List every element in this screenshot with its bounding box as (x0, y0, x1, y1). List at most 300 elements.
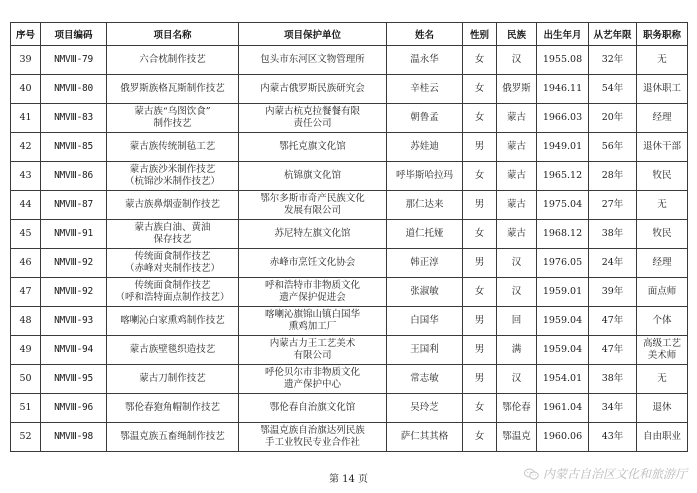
cell-years-text: 43年 (601, 431, 624, 442)
cell-birth-date-text: 1960.06 (542, 431, 583, 442)
cell-gender-text: 男 (474, 373, 485, 384)
cell-code (41, 220, 107, 249)
cell-ethnicity-text: 满 (511, 344, 522, 355)
cell-person-name-text: 萨仁其其格 (400, 431, 449, 442)
watermark-text: 内蒙古自治区文化和旅游厅 (542, 467, 687, 481)
cell-years-text: 54年 (601, 83, 624, 94)
header-ethnicity: 民族 (497, 23, 537, 46)
cell-birth-date-text: 1954.01 (542, 373, 583, 384)
header-person: 姓名 (387, 23, 463, 46)
cell-no-text: 39 (19, 54, 32, 65)
cell-no-text: 42 (19, 141, 32, 152)
cell-project-name (107, 75, 239, 104)
cell-no-text: 44 (19, 199, 32, 210)
cell-no (11, 191, 41, 220)
cell-ethnicity-text: 汉 (511, 257, 522, 268)
cell-no (11, 220, 41, 249)
cell-project-name-text: 六合枕制作技艺 (139, 54, 206, 65)
cell-job-title-text: 无 (657, 199, 667, 210)
cell-project-name-text: 俄罗斯族格瓦斯制作技艺 (120, 83, 225, 94)
cell-no-text: 41 (19, 112, 32, 123)
cell-years (589, 307, 637, 336)
cell-job-title (637, 365, 688, 394)
cell-job-title (637, 104, 688, 133)
cell-job-title-text: 面点师 (647, 286, 677, 297)
cell-ethnicity (497, 104, 537, 133)
cell-code (41, 423, 107, 452)
cell-years (589, 365, 637, 394)
cell-years (589, 191, 637, 220)
cell-project-name-text: 蒙古族传统制毡工艺 (129, 141, 216, 152)
cell-birth-date (537, 220, 589, 249)
cell-birth-date (537, 394, 589, 423)
cell-ethnicity-text: 蒙古 (506, 228, 526, 239)
cell-person-name (387, 336, 463, 365)
cell-project-name (107, 191, 239, 220)
cell-protection-unit (239, 220, 387, 249)
header-name: 项目名称 (107, 23, 239, 46)
cell-gender (463, 75, 497, 104)
cell-ethnicity (497, 394, 537, 423)
cell-years (589, 220, 637, 249)
cell-ethnicity (497, 133, 537, 162)
table-row (11, 75, 688, 104)
cell-years-text: 47年 (601, 315, 624, 326)
cell-ethnicity (497, 220, 537, 249)
cell-person-name-text: 那仁达来 (405, 199, 444, 210)
table-row (11, 307, 688, 336)
cell-gender (463, 104, 497, 133)
table-header-row (11, 23, 688, 46)
cell-years (589, 75, 637, 104)
cell-code (41, 249, 107, 278)
cell-code-text: NMVⅢ-86 (54, 170, 93, 181)
cell-birth-date (537, 191, 589, 220)
table-row (11, 249, 688, 278)
header-birth: 出生年月 (537, 23, 589, 46)
cell-ethnicity (497, 249, 537, 278)
cell-birth-date (537, 75, 589, 104)
cell-no-text: 49 (19, 344, 32, 355)
cell-protection-unit-text: 喀喇沁旗锦山镇白国华 熏鸡加工厂 (264, 309, 360, 332)
cell-birth-date-text: 1959.04 (542, 315, 583, 326)
cell-project-name-text: 鄂温克族五畜绳制作技艺 (120, 431, 225, 442)
cell-code (41, 162, 107, 191)
cell-project-name-text: 蒙古族沙米制作技艺 （杭锦沙米制作技艺） (124, 164, 220, 187)
cell-gender-text: 男 (474, 199, 485, 210)
cell-person-name-text: 温永华 (410, 54, 439, 65)
cell-person-name (387, 104, 463, 133)
cell-gender (463, 220, 497, 249)
cell-years-text: 47年 (601, 344, 624, 355)
cell-no (11, 75, 41, 104)
table-row (11, 220, 688, 249)
cell-years (589, 133, 637, 162)
cell-protection-unit-text: 内蒙古杭克拉餐餐有限 责任公司 (264, 106, 360, 129)
cell-protection-unit-text: 鄂尔多斯市奇产民族文化 发展有限公司 (260, 193, 365, 216)
cell-job-title (637, 133, 688, 162)
cell-person-name (387, 75, 463, 104)
cell-protection-unit-text: 内蒙古力王工艺美术 有限公司 (269, 338, 356, 361)
cell-code (41, 307, 107, 336)
cell-job-title-text: 无 (657, 373, 667, 384)
cell-ethnicity (497, 191, 537, 220)
cell-gender (463, 365, 497, 394)
cell-years (589, 46, 637, 75)
table-row (11, 365, 688, 394)
cell-job-title (637, 191, 688, 220)
cell-code-text: NMVⅢ-92 (54, 286, 93, 297)
cell-gender-text: 女 (474, 431, 485, 442)
cell-gender (463, 162, 497, 191)
cell-ethnicity-text: 蒙古 (506, 170, 526, 181)
cell-no-text: 40 (19, 83, 32, 94)
cell-person-name-text: 朝鲁孟 (410, 112, 439, 123)
cell-person-name-text: 吴玲芝 (410, 402, 439, 413)
cell-job-title-text: 经理 (652, 112, 672, 123)
cell-no-text: 45 (19, 228, 32, 239)
cell-birth-date-text: 1975.04 (542, 199, 583, 210)
cell-gender-text: 男 (474, 141, 485, 152)
cell-ethnicity-text: 回 (511, 315, 522, 326)
cell-ethnicity (497, 162, 537, 191)
cell-gender (463, 423, 497, 452)
cell-project-name-text: 蒙古族白油、黄油 保存技艺 (134, 222, 211, 245)
cell-ethnicity (497, 75, 537, 104)
cell-job-title-text: 退休职工 (642, 83, 681, 94)
cell-gender (463, 133, 497, 162)
cell-project-name-text: 传统面食制作技艺 （呼和浩特面点制作技艺） (115, 280, 230, 303)
cell-ethnicity-text: 蒙古 (506, 112, 526, 123)
cell-birth-date (537, 336, 589, 365)
cell-years-text: 28年 (601, 170, 624, 181)
cell-gender (463, 191, 497, 220)
header-code: 项目编码 (41, 23, 107, 46)
cell-ethnicity (497, 307, 537, 336)
cell-years-text: 32年 (601, 54, 624, 65)
cell-job-title (637, 278, 688, 307)
cell-person-name-text: 苏娃迪 (410, 141, 439, 152)
cell-no-text: 50 (19, 373, 32, 384)
cell-gender-text: 女 (474, 402, 485, 413)
cell-gender-text: 男 (474, 315, 485, 326)
cell-protection-unit (239, 278, 387, 307)
cell-code (41, 75, 107, 104)
cell-job-title (637, 75, 688, 104)
cell-gender-text: 女 (474, 170, 485, 181)
cell-protection-unit (239, 191, 387, 220)
cell-protection-unit (239, 46, 387, 75)
cell-years (589, 336, 637, 365)
cell-no-text: 51 (19, 402, 32, 413)
cell-person-name (387, 307, 463, 336)
cell-gender-text: 女 (474, 112, 485, 123)
table-row (11, 423, 688, 452)
cell-code-text: NMVⅢ-79 (54, 54, 93, 65)
header-years: 从艺年限 (589, 23, 637, 46)
cell-birth-date (537, 278, 589, 307)
cell-ethnicity (497, 278, 537, 307)
cell-person-name (387, 249, 463, 278)
cell-code-text: NMVⅢ-85 (54, 141, 93, 152)
cell-gender-text: 女 (474, 54, 485, 65)
cell-protection-unit (239, 394, 387, 423)
cell-ethnicity (497, 365, 537, 394)
cell-job-title-text: 个体 (652, 315, 672, 326)
cell-person-name-text: 道仁托娅 (405, 228, 444, 239)
cell-code-text: NMVⅢ-98 (54, 431, 93, 442)
cell-no (11, 46, 41, 75)
cell-gender (463, 336, 497, 365)
cell-no-text: 43 (19, 170, 32, 181)
cell-job-title-text: 经理 (652, 257, 672, 268)
cell-project-name (107, 365, 239, 394)
cell-job-title (637, 162, 688, 191)
cell-birth-date-text: 1976.05 (542, 257, 583, 268)
cell-no (11, 249, 41, 278)
cell-birth-date-text: 1965.12 (542, 170, 583, 181)
cell-no-text: 52 (19, 431, 32, 442)
cell-person-name (387, 133, 463, 162)
cell-no (11, 336, 41, 365)
cell-gender (463, 394, 497, 423)
cell-job-title-text: 高级工艺 美术师 (642, 338, 681, 361)
cell-no (11, 278, 41, 307)
table-row (11, 162, 688, 191)
cell-protection-unit-text: 呼和浩特市非物质文化 遗产保护促进会 (264, 280, 360, 303)
cell-ethnicity-text: 汉 (511, 373, 522, 384)
cell-project-name (107, 249, 239, 278)
wechat-icon (524, 468, 539, 480)
cell-protection-unit-text: 苏尼特左旗文化馆 (274, 228, 351, 239)
cell-project-name-text: 蒙古族鼻烟壶制作技艺 (124, 199, 220, 210)
cell-no (11, 423, 41, 452)
cell-birth-date-text: 1946.11 (542, 83, 583, 94)
cell-birth-date-text: 1959.01 (542, 286, 583, 297)
cell-person-name-text: 白国华 (410, 315, 439, 326)
cell-years-text: 27年 (601, 199, 624, 210)
cell-job-title (637, 423, 688, 452)
cell-code (41, 46, 107, 75)
cell-job-title (637, 249, 688, 278)
cell-ethnicity-text: 俄罗斯 (502, 83, 531, 94)
cell-person-name (387, 220, 463, 249)
cell-years (589, 104, 637, 133)
cell-code (41, 394, 107, 423)
cell-job-title (637, 307, 688, 336)
cell-birth-date-text: 1959.04 (542, 344, 583, 355)
cell-job-title (637, 394, 688, 423)
cell-birth-date (537, 307, 589, 336)
cell-years-text: 38年 (601, 373, 624, 384)
cell-years (589, 278, 637, 307)
cell-project-name-text: 蒙古刀制作技艺 (139, 373, 206, 384)
cell-years-text: 56年 (601, 141, 624, 152)
cell-ethnicity-text: 蒙古 (506, 141, 526, 152)
cell-project-name (107, 336, 239, 365)
cell-birth-date (537, 104, 589, 133)
cell-project-name-text: 喀喇沁白家熏鸡制作技艺 (120, 315, 225, 326)
cell-code-text: NMVⅢ-93 (54, 315, 93, 326)
cell-no (11, 394, 41, 423)
cell-code (41, 336, 107, 365)
cell-gender (463, 249, 497, 278)
cell-project-name (107, 307, 239, 336)
cell-person-name (387, 365, 463, 394)
cell-code (41, 278, 107, 307)
cell-protection-unit-text: 包头市东河区文物管理所 (260, 54, 365, 65)
cell-project-name (107, 46, 239, 75)
cell-protection-unit-text: 鄂伦春自治旗文化馆 (269, 402, 356, 413)
cell-no-text: 46 (19, 257, 32, 268)
table-row (11, 104, 688, 133)
cell-protection-unit-text: 内蒙古俄罗斯民族研究会 (260, 83, 365, 94)
cell-code (41, 133, 107, 162)
cell-birth-date-text: 1949.01 (542, 141, 583, 152)
table-row (11, 133, 688, 162)
cell-job-title (637, 336, 688, 365)
table-row (11, 278, 688, 307)
cell-birth-date-text: 1955.08 (542, 54, 583, 65)
cell-person-name-text: 张淑敏 (410, 286, 439, 297)
cell-person-name-text: 呼毕斯哈拉玛 (395, 170, 453, 181)
cell-ethnicity (497, 336, 537, 365)
cell-protection-unit-text: 鄂托克旗文化馆 (279, 141, 346, 152)
cell-project-name (107, 394, 239, 423)
cell-birth-date-text: 1966.03 (542, 112, 583, 123)
cell-birth-date (537, 365, 589, 394)
cell-person-name-text: 辛桂云 (410, 83, 439, 94)
watermark (524, 465, 687, 482)
cell-protection-unit-text: 赤峰市烹饪文化协会 (269, 257, 356, 268)
cell-years-text: 20年 (601, 112, 624, 123)
cell-gender-text: 女 (474, 228, 485, 239)
cell-birth-date (537, 133, 589, 162)
cell-no (11, 162, 41, 191)
cell-years-text: 38年 (601, 228, 624, 239)
cell-protection-unit-text: 呼伦贝尔市非物质文化 遗产保护中心 (264, 367, 360, 390)
cell-project-name-text: 传统面食制作技艺 （赤峰对夹制作技艺） (124, 251, 220, 274)
cell-protection-unit-text: 鄂温克族自治旗达列民族 手工业牧民专业合作社 (260, 425, 365, 448)
page-number: 第 14 页 (328, 474, 369, 485)
cell-protection-unit-text: 杭锦旗文化馆 (283, 170, 341, 181)
cell-gender-text: 男 (474, 257, 485, 268)
cell-person-name (387, 162, 463, 191)
cell-code-text: NMVⅢ-94 (54, 344, 93, 355)
cell-gender (463, 307, 497, 336)
cell-years-text: 34年 (601, 402, 624, 413)
cell-person-name (387, 394, 463, 423)
cell-project-name (107, 278, 239, 307)
cell-person-name-text: 王国利 (410, 344, 439, 355)
cell-no (11, 307, 41, 336)
table-row (11, 336, 688, 365)
cell-job-title-text: 无 (657, 54, 667, 65)
cell-birth-date-text: 1961.04 (542, 402, 583, 413)
cell-ethnicity-text: 鄂温克 (502, 431, 531, 442)
cell-gender (463, 46, 497, 75)
cell-project-name-text: 鄂伦春狍角帽制作技艺 (124, 402, 220, 413)
cell-protection-unit (239, 365, 387, 394)
cell-gender-text: 女 (474, 83, 485, 94)
cell-job-title (637, 220, 688, 249)
cell-birth-date (537, 249, 589, 278)
cell-code-text: NMVⅢ-83 (54, 112, 93, 123)
header-unit: 项目保护单位 (239, 23, 387, 46)
cell-protection-unit (239, 104, 387, 133)
cell-gender-text: 女 (474, 286, 485, 297)
header-title: 职务职称 (637, 23, 688, 46)
cell-birth-date (537, 46, 589, 75)
cell-ethnicity-text: 蒙古 (506, 199, 526, 210)
cell-code-text: NMVⅢ-96 (54, 402, 93, 413)
cell-ethnicity-text: 汉 (511, 286, 522, 297)
cell-no-text: 48 (19, 315, 32, 326)
cell-no (11, 365, 41, 394)
cell-project-name (107, 162, 239, 191)
cell-job-title-text: 自由职业 (642, 431, 681, 442)
cell-protection-unit (239, 307, 387, 336)
cell-ethnicity (497, 423, 537, 452)
cell-code (41, 191, 107, 220)
cell-job-title-text: 退休干部 (642, 141, 681, 152)
cell-gender (463, 278, 497, 307)
cell-years-text: 24年 (601, 257, 624, 268)
cell-code-text: NMVⅢ-95 (54, 373, 93, 384)
cell-code-text: NMVⅢ-91 (54, 228, 93, 239)
cell-gender-text: 男 (474, 344, 485, 355)
header-no: 序号 (11, 23, 41, 46)
cell-ethnicity (497, 46, 537, 75)
cell-ethnicity-text: 鄂伦春 (502, 402, 531, 413)
cell-years (589, 249, 637, 278)
cell-years (589, 394, 637, 423)
cell-birth-date (537, 423, 589, 452)
cell-person-name-text: 韩正淳 (410, 257, 439, 268)
cell-no (11, 104, 41, 133)
cell-project-name (107, 423, 239, 452)
table-row (11, 191, 688, 220)
cell-birth-date-text: 1968.12 (542, 228, 583, 239)
cell-protection-unit (239, 336, 387, 365)
cell-job-title-text: 牧民 (652, 228, 672, 239)
cell-years-text: 39年 (601, 286, 624, 297)
cell-job-title-text: 退休 (652, 402, 672, 413)
cell-no-text: 47 (19, 286, 32, 297)
cell-protection-unit (239, 162, 387, 191)
cell-job-title (637, 46, 688, 75)
cell-project-name (107, 133, 239, 162)
table-row (11, 46, 688, 75)
project-table (10, 22, 688, 452)
cell-project-name-text: 蒙古族“乌图饮食” 制作技艺 (134, 106, 211, 129)
header-gender: 性别 (463, 23, 497, 46)
cell-project-name (107, 104, 239, 133)
cell-years (589, 162, 637, 191)
cell-code-text: NMVⅢ-80 (54, 83, 93, 94)
cell-code (41, 104, 107, 133)
cell-code-text: NMVⅢ-87 (54, 199, 93, 210)
table-body (11, 46, 688, 452)
cell-person-name (387, 46, 463, 75)
cell-code (41, 365, 107, 394)
cell-ethnicity-text: 汉 (511, 54, 522, 65)
cell-person-name-text: 常志敏 (410, 373, 439, 384)
cell-no (11, 133, 41, 162)
cell-protection-unit (239, 249, 387, 278)
cell-years (589, 423, 637, 452)
cell-protection-unit (239, 423, 387, 452)
